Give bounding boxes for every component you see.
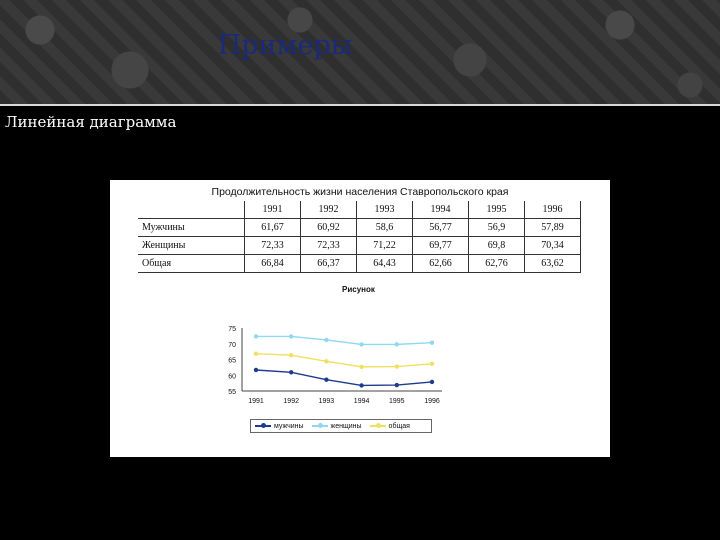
table-cell: 62,76 [469, 255, 525, 273]
data-point [359, 365, 363, 369]
year-header: 1993 [357, 201, 413, 219]
row-label: Мужчины [138, 219, 245, 237]
data-point [359, 342, 363, 346]
table-cell: 72,33 [301, 237, 357, 255]
data-point [254, 334, 258, 338]
table-cell: 61,67 [245, 219, 301, 237]
chart-caption: Рисунок [342, 285, 375, 294]
data-point [430, 340, 434, 344]
legend-label: женщины [330, 422, 362, 430]
y-tick-label: 55 [228, 389, 236, 396]
x-tick-label: 1995 [389, 398, 405, 405]
y-tick-label: 70 [228, 341, 236, 349]
row-label: Общая [138, 255, 245, 273]
table-cell: 71,22 [357, 237, 413, 255]
legend-swatch-men [255, 425, 271, 427]
table-title: Продолжительность жизни населения Ставропольского края [211, 186, 509, 198]
year-header: 1995 [469, 201, 525, 219]
year-header: 1992 [301, 201, 357, 219]
data-point [395, 383, 399, 387]
table-cell: 66,84 [245, 255, 301, 273]
data-point [254, 352, 258, 356]
table-cell: 70,34 [525, 237, 581, 255]
legend-swatch-total [370, 425, 386, 427]
series-line-0 [256, 370, 432, 385]
legend-item [255, 423, 304, 430]
chart-legend [250, 419, 432, 433]
year-header: 1996 [525, 201, 581, 219]
x-tick-label: 1991 [248, 398, 264, 405]
table-cell: 72,33 [245, 237, 301, 255]
year-header: 1991 [245, 201, 301, 219]
y-tick-label: 65 [228, 357, 236, 365]
figure-panel [110, 180, 610, 457]
table-cell: 62,66 [413, 255, 469, 273]
year-header: 1994 [413, 201, 469, 219]
series-line-1 [256, 336, 432, 344]
row-label: Женщины [138, 237, 245, 255]
table-cell: 69,77 [413, 237, 469, 255]
table-cell: 56,9 [469, 219, 525, 237]
data-point [395, 342, 399, 346]
y-tick-label: 75 [228, 326, 236, 333]
legend-item [370, 423, 410, 430]
data-point [359, 383, 363, 387]
x-tick-label: 1996 [424, 398, 440, 405]
slide-header [0, 0, 720, 104]
x-tick-label: 1994 [353, 398, 370, 405]
y-tick-label: 60 [228, 373, 236, 381]
table-cell: 56,77 [413, 219, 469, 237]
table-cell: 66,37 [301, 255, 357, 273]
slide-subtitle: Линейная диаграмма [5, 113, 177, 131]
line-chart [110, 180, 610, 457]
data-point [289, 353, 293, 357]
data-point [324, 359, 328, 363]
table-cell: 57,89 [525, 219, 581, 237]
table-cell: 60,92 [301, 219, 357, 237]
data-point [324, 338, 328, 342]
data-point [254, 368, 258, 372]
x-tick-label: 1993 [318, 398, 335, 405]
table-cell: 64,43 [357, 255, 413, 273]
series-line-2 [256, 354, 432, 367]
table-cell: 69,8 [469, 237, 525, 255]
legend-item [312, 423, 362, 430]
table-cell: 63,62 [525, 255, 581, 273]
data-point [289, 370, 293, 374]
data-point [430, 362, 434, 366]
data-point [324, 377, 328, 381]
data-point [430, 380, 434, 384]
slide-title: Примеры [217, 30, 353, 61]
x-tick-label: 1992 [283, 398, 299, 405]
data-point [395, 364, 399, 368]
table-cell: 58,6 [357, 219, 413, 237]
legend-swatch-women [312, 425, 328, 427]
legend-label: общая [388, 422, 410, 430]
data-point [289, 334, 293, 338]
legend-label: мужчины [274, 422, 304, 430]
header-divider [0, 104, 720, 106]
